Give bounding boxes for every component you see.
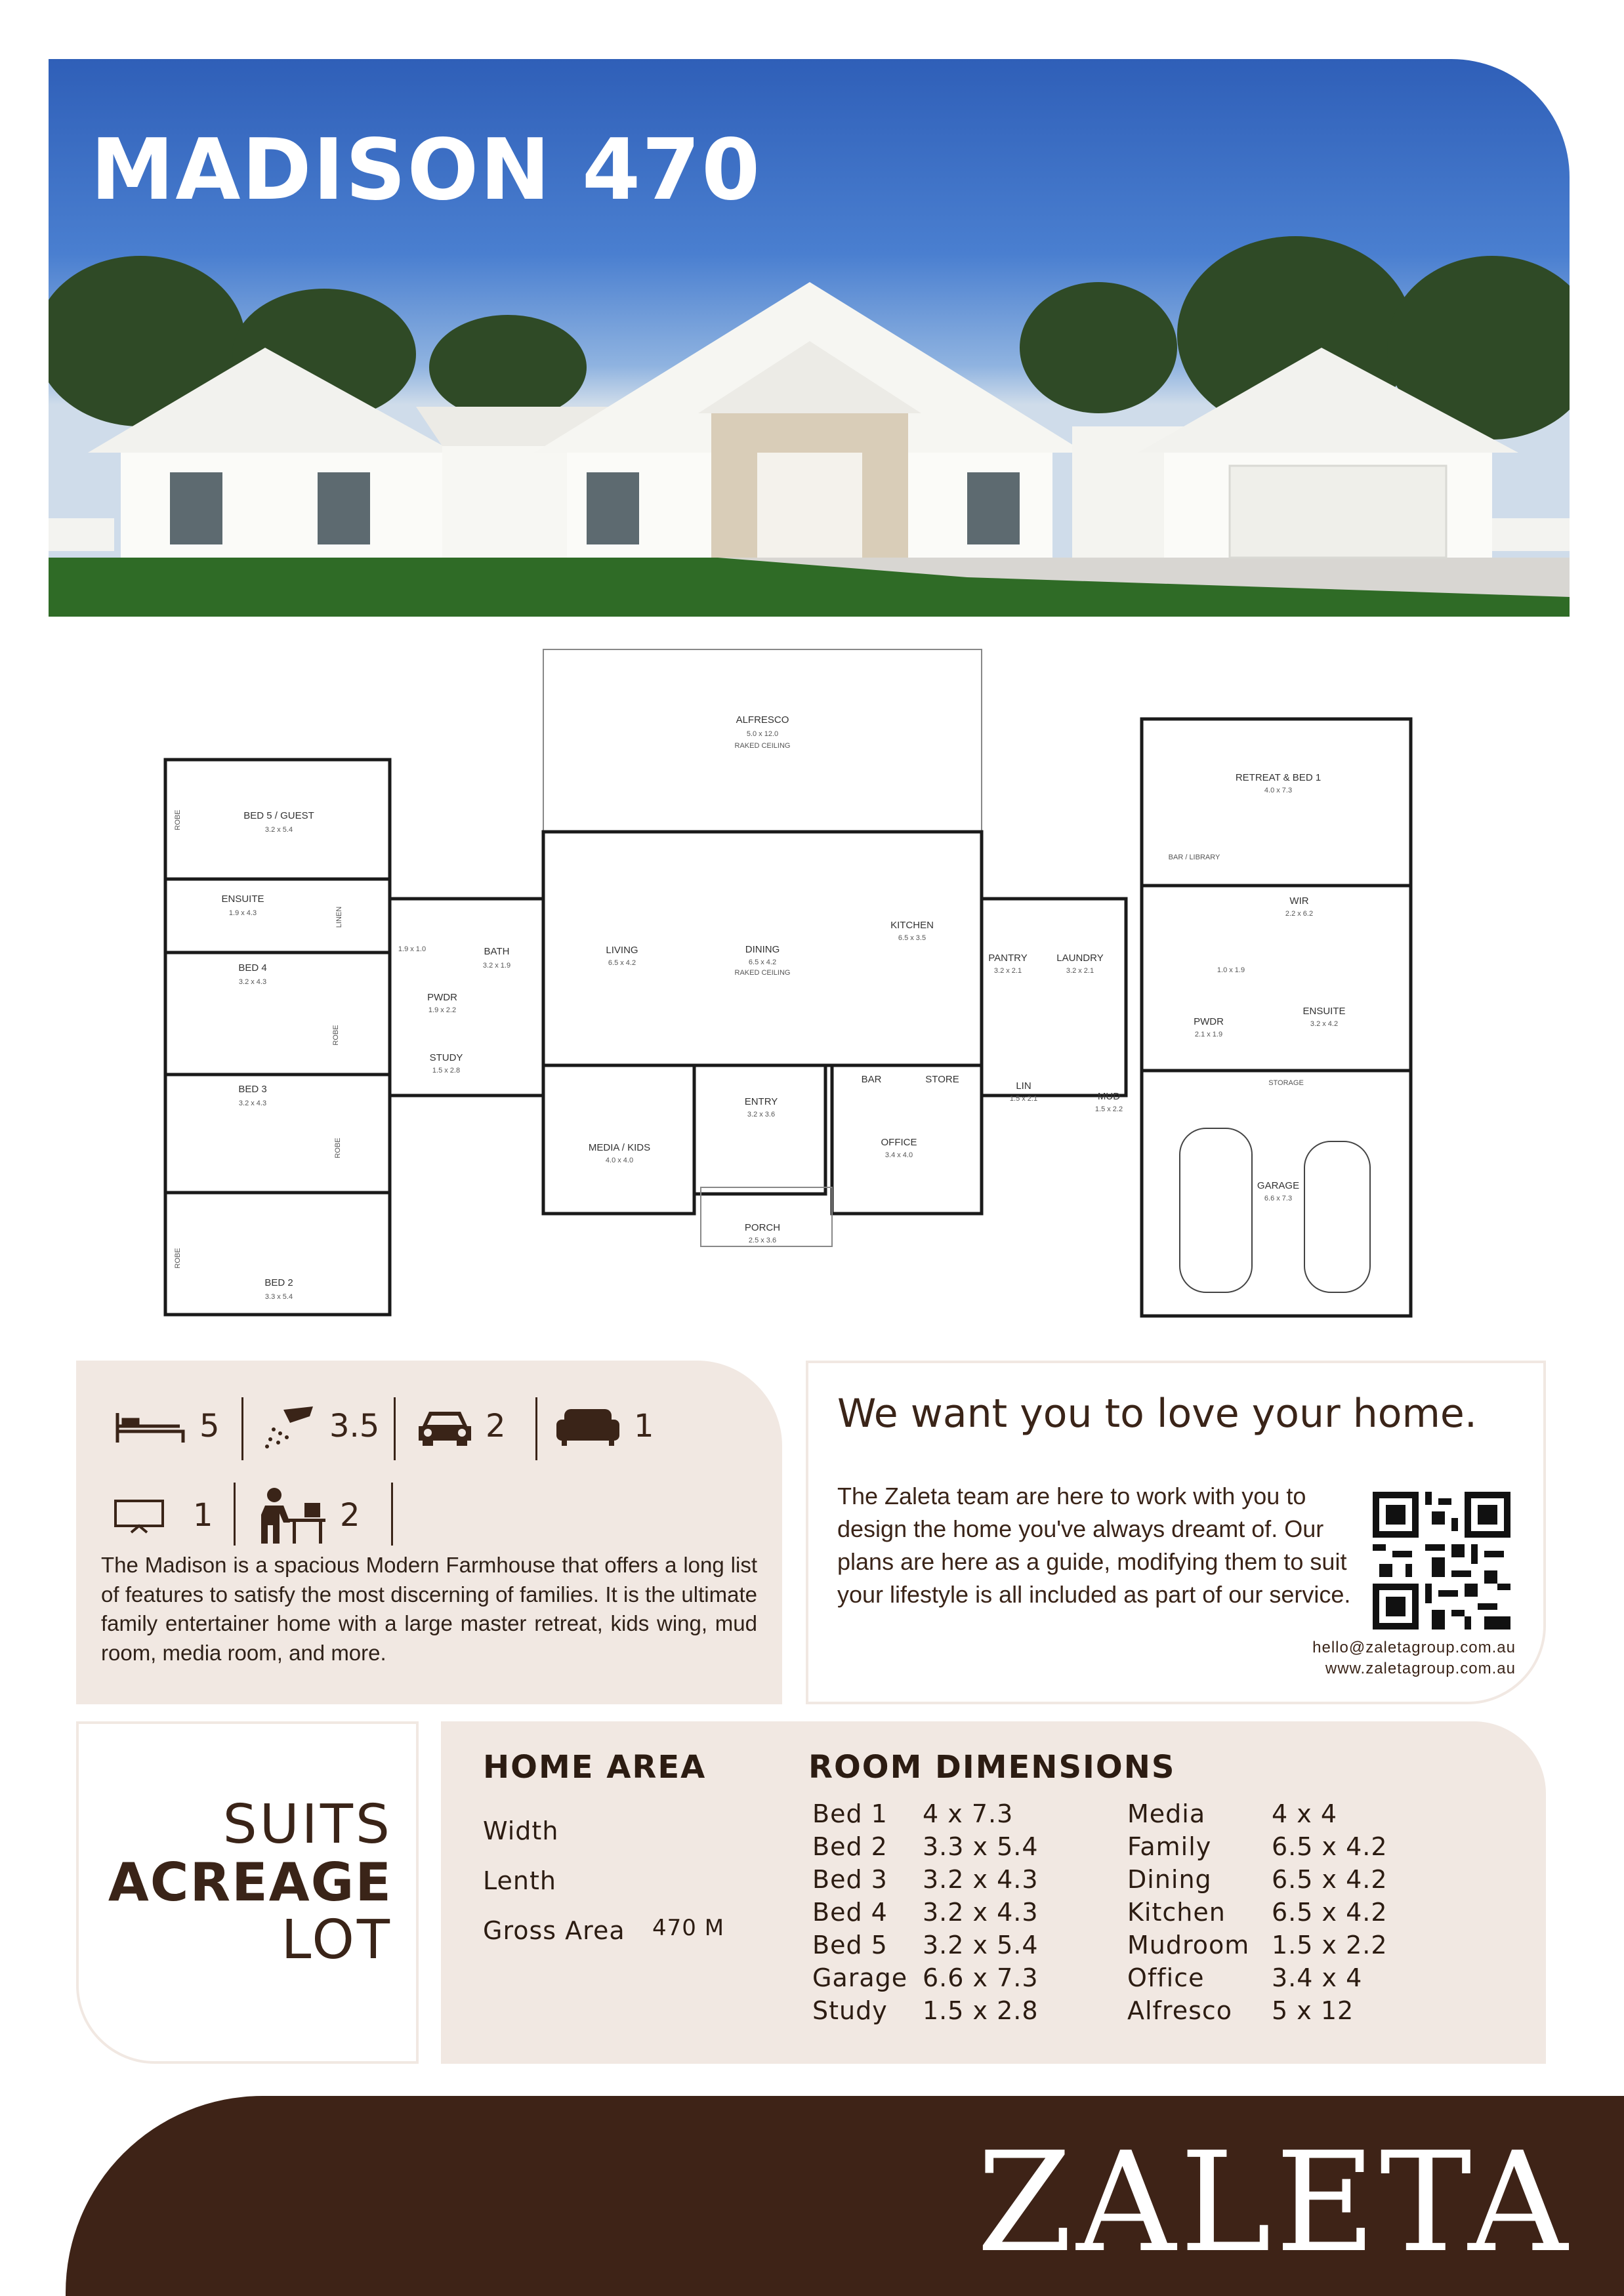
- room-label: STORE: [925, 1074, 959, 1085]
- room-dim: 3.2 x 2.1: [1066, 967, 1094, 975]
- room-dim: 6.6 x 7.3: [1264, 1195, 1293, 1202]
- robe-label: ROBE: [174, 810, 182, 830]
- room-label: PANTRY: [988, 953, 1028, 964]
- room-label: KITCHEN: [890, 920, 934, 931]
- room-dim: 3.2 x 2.1: [993, 967, 1022, 975]
- email-link[interactable]: hello@zaletagroup.com.au: [1312, 1639, 1516, 1656]
- wc-dim: 1.0 x 1.9: [1217, 966, 1245, 974]
- room-dim: 3.2 x 4.2: [1310, 1020, 1339, 1028]
- divider: [241, 1397, 243, 1460]
- dim-row: Office 3.4 x 4: [1127, 1963, 1363, 1992]
- room-dim: 3.2 x 1.9: [482, 962, 511, 970]
- divider: [234, 1483, 236, 1546]
- room-label: BAR: [861, 1074, 882, 1085]
- room-note: RAKED CEILING: [734, 969, 791, 977]
- car-outlines: [1180, 1128, 1370, 1292]
- room-dim: 4.0 x 7.3: [1264, 787, 1293, 794]
- room-label: ENSUITE: [221, 893, 264, 905]
- tv-icon: [113, 1496, 165, 1535]
- dim-row: Garage 6.6 x 7.3: [812, 1963, 1039, 1992]
- robe-label: ROBE: [332, 1025, 340, 1046]
- home-description: The Madison is a spacious Modern Farmhouse that offers a long list of features to satisfy the most discerning of families. It is the ultimate family entertainer home with a large master retreat, kids wing, mud room, media room, and more.: [101, 1553, 757, 1665]
- suits-line-1: SUITS: [222, 1794, 392, 1856]
- bed-icon: [114, 1406, 186, 1446]
- baths-count: 3.5: [329, 1408, 380, 1445]
- room-dim: 2.2 x 6.2: [1285, 910, 1314, 918]
- room-dim: 3.4 x 4.0: [885, 1151, 913, 1159]
- dim-row: Bed 4 3.2 x 4.3: [812, 1898, 1039, 1927]
- room-dim: 6.5 x 4.2: [608, 959, 636, 967]
- suits-line-2: ACREAGE: [108, 1852, 392, 1913]
- dim-row: Alfresco 5 x 12: [1127, 1996, 1354, 2025]
- wc-dim: 1.9 x 1.0: [398, 945, 427, 953]
- dim-row: Bed 5 3.2 x 5.4: [812, 1931, 1039, 1959]
- dim-row: Mudroom 1.5 x 2.2: [1127, 1931, 1388, 1959]
- room-label: DINING: [745, 944, 780, 955]
- room-label: BED 2: [264, 1277, 293, 1288]
- dim-row: Bed 3 3.2 x 4.3: [812, 1865, 1039, 1894]
- room-label: LIN: [1016, 1080, 1031, 1092]
- media-count: 1: [193, 1497, 213, 1534]
- dim-row: Dining 6.5 x 4.2: [1127, 1865, 1388, 1894]
- room-dims-right: [1127, 1797, 1388, 2027]
- desk-icon: [259, 1486, 327, 1545]
- room-dim: 3.3 x 5.4: [264, 1293, 293, 1301]
- car-icon: [417, 1406, 472, 1446]
- room-label: PWDR: [1194, 1016, 1224, 1027]
- room-dim: 3.2 x 4.3: [238, 1099, 267, 1107]
- feature-study: [259, 1483, 360, 1548]
- room-label: WIR: [1289, 895, 1309, 907]
- room-dims-left: [812, 1797, 1039, 2027]
- room-dim: 1.5 x 2.8: [432, 1067, 461, 1075]
- feature-living: [555, 1393, 654, 1459]
- study-count: 2: [340, 1497, 360, 1534]
- feature-baths: [264, 1393, 379, 1459]
- feature-cars: [417, 1393, 506, 1459]
- room-dimensions-heading: ROOM DIMENSIONS: [808, 1749, 1176, 1786]
- room-label: STUDY: [429, 1052, 463, 1063]
- feature-media: [113, 1483, 213, 1548]
- dim-row: Study 1.5 x 2.8: [812, 1996, 1039, 2025]
- dim-row: Bed 1 4 x 7.3: [812, 1799, 1014, 1828]
- divider: [394, 1397, 396, 1460]
- contact-heading: We want you to love your home.: [837, 1391, 1477, 1437]
- room-dim: 3.2 x 4.3: [238, 978, 267, 986]
- beds-count: 5: [199, 1408, 220, 1445]
- page-title: MADISON 470: [91, 121, 762, 219]
- room-label: ENTRY: [744, 1096, 778, 1107]
- suits-card: [76, 1721, 419, 2064]
- room-label: ENSUITE: [1302, 1006, 1346, 1017]
- room-label: BATH: [484, 946, 510, 957]
- contact-body: The Zaleta team are here to work with you to design the home you've always dreamt of. Our plans are here as a guide, modifying them to suit your lifestyle is all included as part of our service.: [837, 1483, 1351, 1608]
- room-dim: 3.2 x 5.4: [264, 826, 293, 834]
- room-dim: 1.5 x 2.1: [1009, 1095, 1038, 1103]
- room-label: BAR / LIBRARY: [1168, 853, 1220, 861]
- room-dim: 4.0 x 4.0: [605, 1157, 634, 1164]
- room-dim: 1.9 x 4.3: [228, 909, 257, 917]
- hero-image: [49, 59, 1570, 617]
- features-panel: [76, 1361, 782, 1704]
- dim-row: Kitchen 6.5 x 4.2: [1127, 1898, 1388, 1927]
- room-label: OFFICE: [881, 1137, 917, 1148]
- dim-row: Bed 2 3.3 x 5.4: [812, 1832, 1039, 1861]
- room-label: LIVING: [606, 945, 638, 956]
- room-label: BED 3: [238, 1084, 267, 1095]
- linen-label: LINEN: [335, 906, 343, 928]
- room-dim: 5.0 x 12.0: [746, 730, 779, 738]
- shower-icon: [264, 1403, 316, 1449]
- dimensions-panel: [441, 1721, 1546, 2064]
- length-label: Lenth: [483, 1866, 556, 1895]
- room-label: RETREAT & BED 1: [1235, 772, 1322, 783]
- qr-code-icon[interactable]: [1373, 1492, 1510, 1630]
- divider: [391, 1483, 393, 1546]
- room-labels: [174, 714, 1346, 1301]
- suits-line-3: LOT: [281, 1909, 392, 1971]
- contact-card: [806, 1361, 1546, 1704]
- suits-text: [108, 1796, 392, 1969]
- robe-label: ROBE: [334, 1138, 342, 1158]
- room-label: MEDIA / KIDS: [588, 1142, 651, 1153]
- living-count: 1: [634, 1408, 654, 1445]
- room-dim: 6.5 x 4.2: [748, 958, 777, 966]
- width-label: Width: [483, 1816, 559, 1845]
- room-label: ALFRESCO: [736, 714, 789, 726]
- website-link[interactable]: www.zaletagroup.com.au: [1325, 1660, 1516, 1677]
- gross-area-value: 470 M: [652, 1915, 725, 1941]
- floor-plan: [131, 623, 1444, 1338]
- room-label: STORAGE: [1268, 1079, 1304, 1087]
- room-label: MUD: [1097, 1091, 1121, 1102]
- feature-beds: [114, 1393, 220, 1459]
- footer: [66, 2096, 1624, 2296]
- room-dim: 3.2 x 3.6: [747, 1111, 776, 1118]
- dim-row: Family 6.5 x 4.2: [1127, 1832, 1388, 1861]
- room-note: RAKED CEILING: [734, 742, 791, 750]
- dim-row: Media 4 x 4: [1127, 1799, 1337, 1828]
- room-label: LAUNDRY: [1056, 953, 1104, 964]
- room-label: BED 4: [238, 962, 267, 974]
- contact-details: [1312, 1637, 1516, 1679]
- sofa-icon: [555, 1406, 621, 1446]
- room-dim: 1.5 x 2.2: [1094, 1105, 1123, 1113]
- divider: [535, 1397, 537, 1460]
- room-label: BED 5 / GUEST: [243, 810, 314, 821]
- room-label: GARAGE: [1257, 1180, 1300, 1191]
- brand-logo: ZALETA: [976, 2122, 1572, 2283]
- room-dim: 6.5 x 3.5: [898, 934, 927, 942]
- room-label: PORCH: [744, 1222, 781, 1233]
- room-dim: 2.5 x 3.6: [748, 1237, 777, 1244]
- floor-plan-drawing: [131, 623, 1444, 1338]
- home-area-heading: HOME AREA: [483, 1749, 707, 1786]
- room-dim: 1.9 x 2.2: [428, 1006, 457, 1014]
- room-label: PWDR: [427, 992, 457, 1003]
- gross-area-label: Gross Area: [483, 1916, 625, 1945]
- room-dim: 2.1 x 1.9: [1194, 1031, 1223, 1038]
- cars-count: 2: [486, 1408, 506, 1445]
- robe-label: ROBE: [174, 1248, 182, 1269]
